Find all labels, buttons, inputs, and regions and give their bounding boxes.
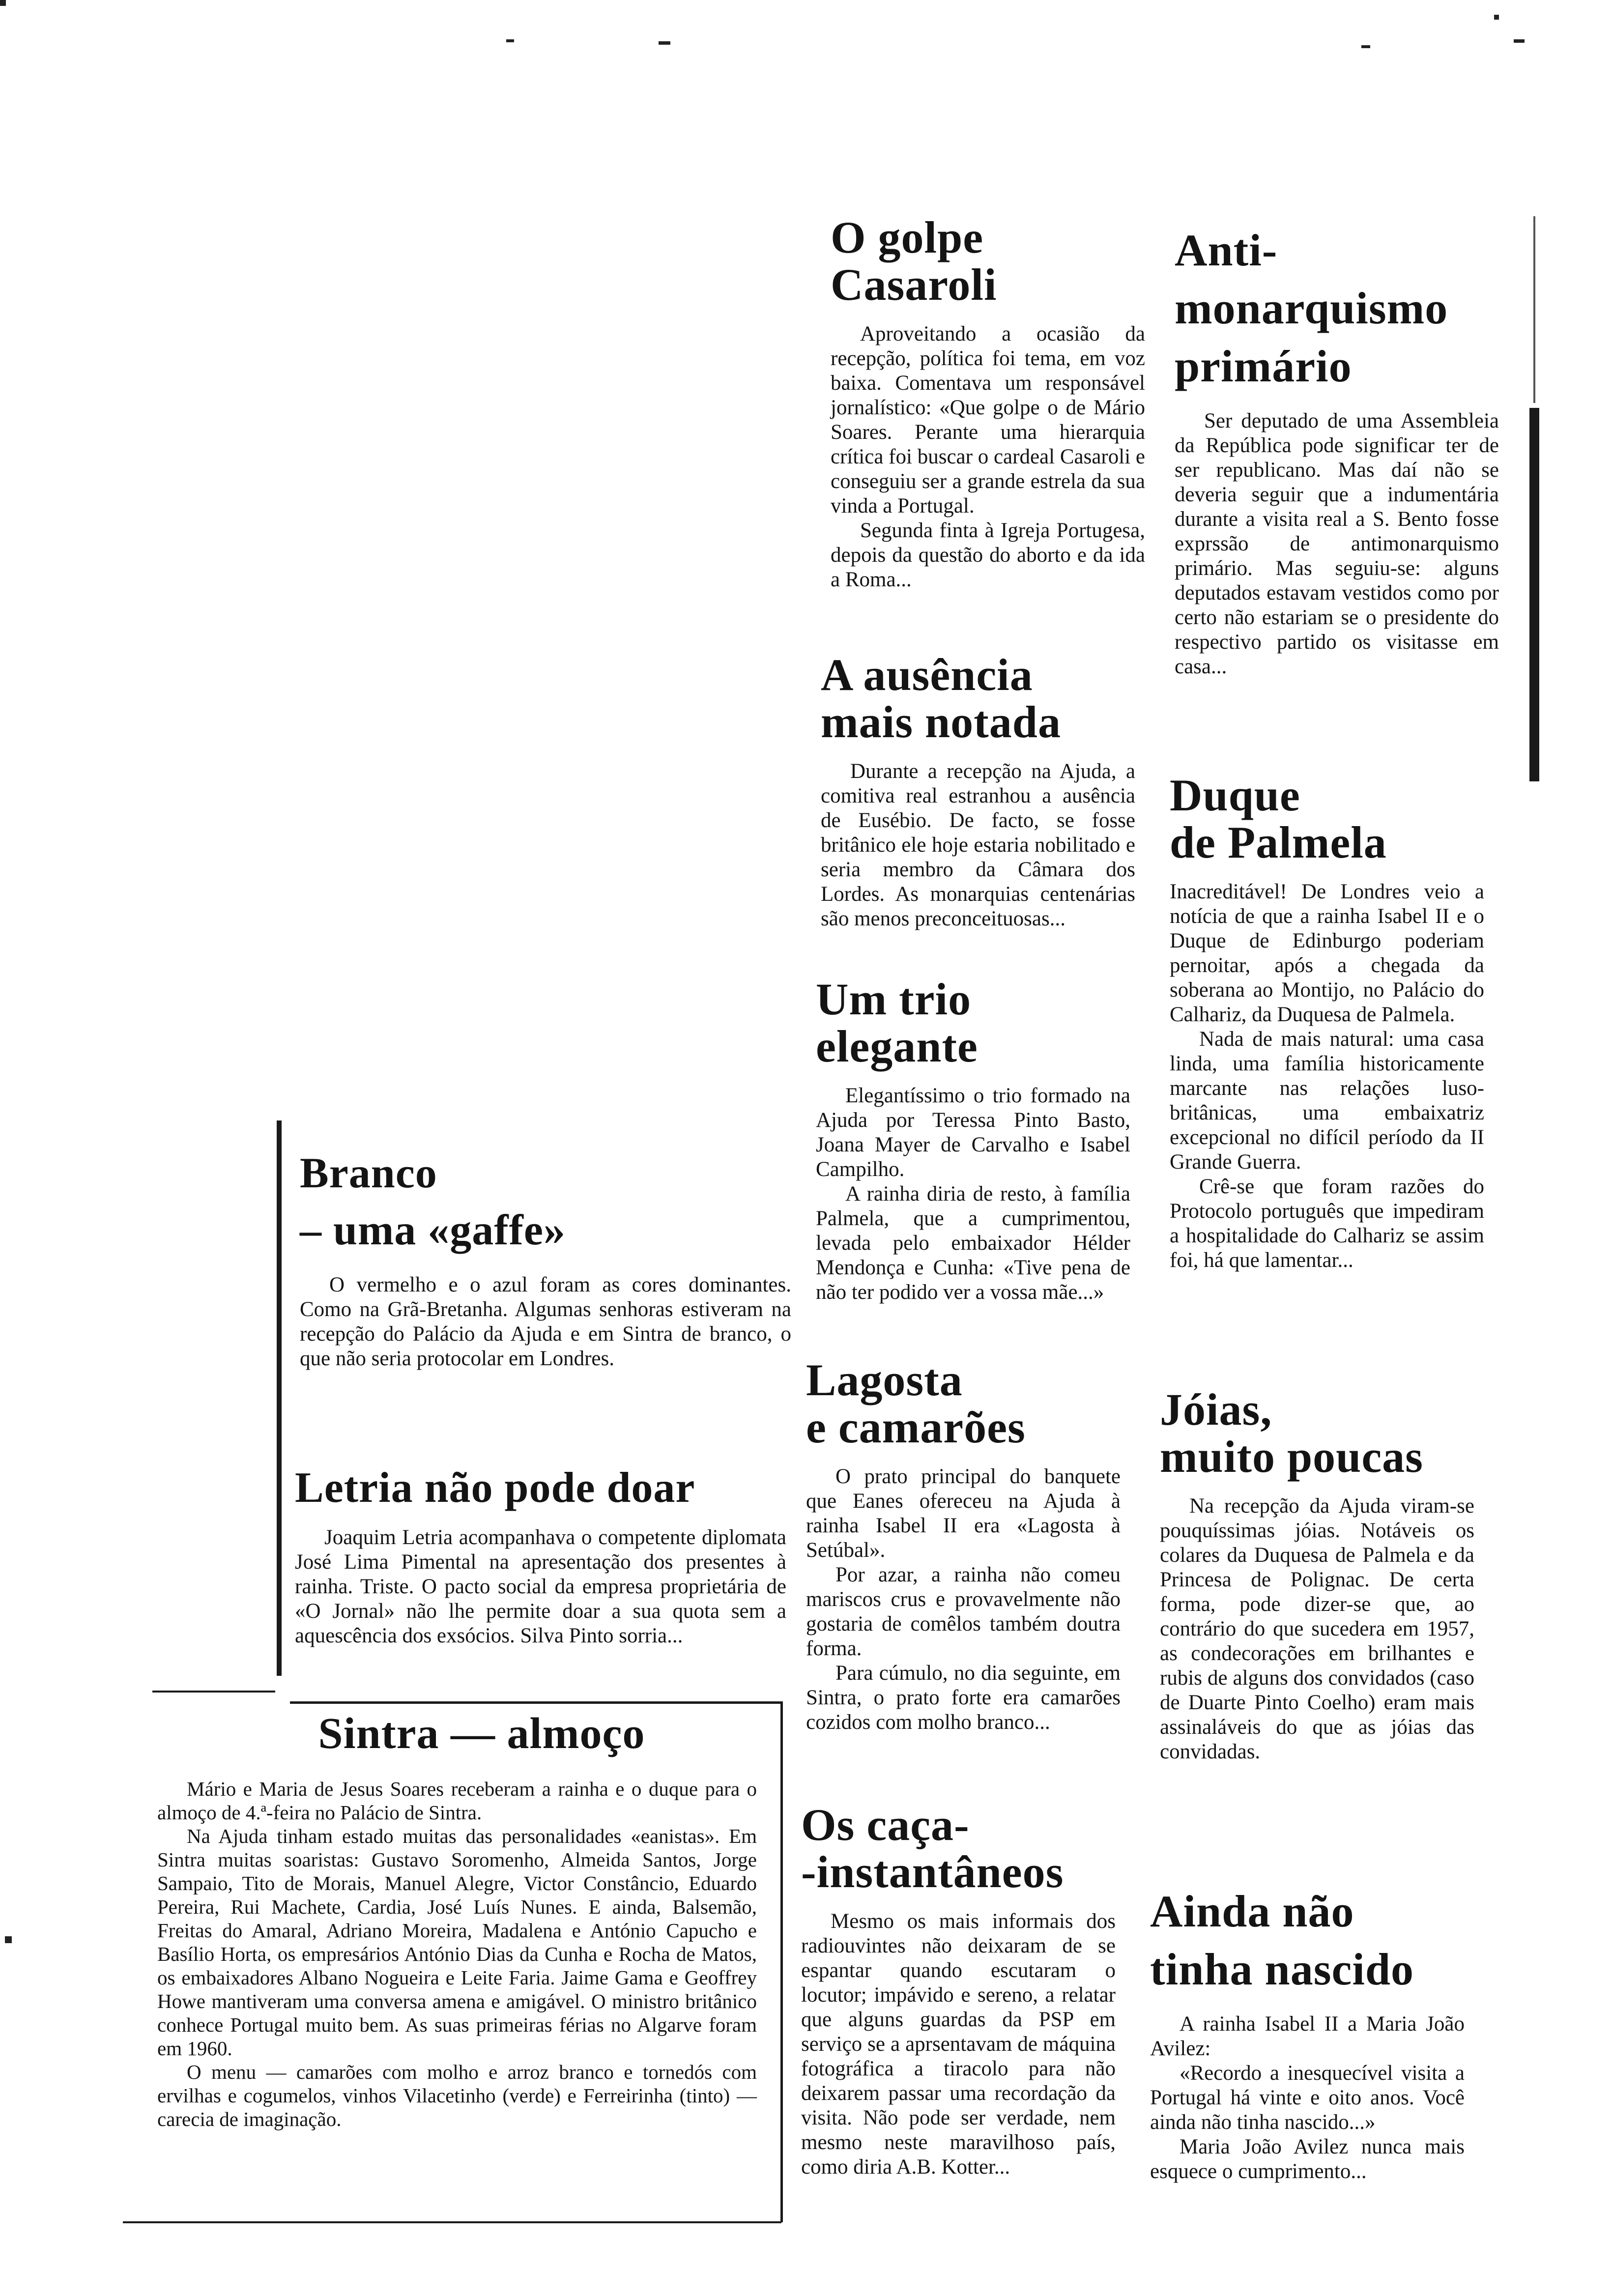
article-body: [295, 1525, 786, 1648]
article-lagosta: [806, 1356, 1121, 1735]
article-body: [806, 1464, 1121, 1735]
article-body: [300, 1273, 791, 1371]
article-body: [1170, 880, 1484, 1273]
paragraph: Inacreditável! De Londres veio a notícia de que a rainha Isabel II e o Duque de Edinburgo poderiam pernoitar, após a chegada da soberana ao Montijo, no Palácio do Calhariz, da Duquesa de Palmela.: [1170, 880, 1484, 1026]
article-body: [821, 759, 1135, 931]
article-ainda-nao-tinha-nascido: [1150, 1882, 1465, 2184]
article-casaroli: [831, 214, 1145, 592]
scan-mark: [659, 41, 670, 45]
paragraph: Na Ajuda tinham estado muitas das personalidades «eanistas». Em Sintra muitas soaristas: Gustavo Soromenho, Almeida Santos, Jorge Sampaio, Tito de Morais, Manuel Alegre, Victor Constâncio, Eduardo Pereira, Rui Machete, Cardia, José Luís Nunes. E ainda, Balsemão, Freitas do Amaral, Adriano Moreira, Madalena e António Capucho e Basílio Horta, os empresários António Dias da Cunha e Rocha de Matos, os embaixadores Albano Nogueira e Leite Faria. Jaime Gama e Geoffrey Howe mantiveram uma conversa amena e amigável. O ministro britânico conhece Portugal muito bem. As suas primeiras férias no Algarve foram em 1960.: [157, 1825, 757, 2060]
article-letria: [295, 1464, 786, 1648]
paragraph: Joaquim Letria acompanhava o competente diplomata José Lima Pimental na apresentação dos presentes à rainha. Triste. O pacto social da empresa proprietária de «O Jornal» não lhe permite doar a sua quota sem a aquescência dos exsócios. Silva Pinto sorria...: [295, 1526, 786, 1647]
column-rule: [1529, 408, 1539, 781]
article-title: Sintra — almoço: [318, 1709, 645, 1758]
box-rule-right: [780, 1701, 783, 2222]
article-title: O golpe Casaroli: [831, 212, 997, 310]
column-rule: [277, 1120, 282, 1676]
box-rule-top: [290, 1701, 781, 1704]
box-rule-top: [152, 1691, 275, 1693]
paragraph: Para cúmulo, no dia seguinte, em Sintra, o prato forte era camarões cozidos com molho branco...: [806, 1662, 1121, 1734]
paragraph: O menu — camarões com molho e arroz branco e tornedós com ervilhas e cogumelos, vinhos Vilacetinho (verde) e Ferreirinha (tinto) — carecia de imaginação.: [157, 2061, 757, 2130]
article-title: Lagosta e camarões: [806, 1355, 1026, 1452]
article-joias: [1160, 1386, 1474, 1764]
paragraph: A rainha diria de resto, à família Palmela, que a cumprimentou, levada pelo embaixador Hélder Mendonça e Cunha: «Tive pena de não ter podido ver a vossa mãe...»: [816, 1182, 1130, 1304]
article-body: [801, 1909, 1116, 2180]
paragraph: Segunda finta à Igreja Portugesa, depois da questão do aborto e da ida a Roma...: [831, 519, 1145, 591]
paragraph: Por azar, a rainha não comeu mariscos crus e provavelmente não gostaria de comêlos também doutra forma.: [806, 1563, 1121, 1660]
article-body: [816, 1084, 1130, 1305]
paragraph: Durante a recepção na Ajuda, a comitiva real estranhou a ausência de Eusébio. De facto, se fosse britânico ele hoje estaria nobilitado e seria membro da Câmara dos Lordes. As monarquias centenárias são menos preconceituosas...: [821, 760, 1135, 930]
article-title: Ainda não tinha nascido: [1150, 1886, 1414, 1994]
article-title: Anti- monarquismo primário: [1175, 225, 1448, 391]
scan-mark: [0, 0, 6, 6]
article-title: Letria não pode doar: [295, 1464, 695, 1512]
article-body: [1175, 409, 1499, 679]
paragraph: Maria João Avilez nunca mais esquece o cumprimento...: [1150, 2135, 1465, 2183]
article-title: Um trio elegante: [816, 974, 978, 1071]
paragraph: Aproveitando a ocasião da recepção, política foi tema, em voz baixa. Comentava um responsável jornalístico: «Que golpe o de Mário Soares. Perante uma hierarquia crítica foi buscar o cardeal Casaroli e conseguiu ser a grande estrela da sua vinda a Portugal.: [831, 322, 1145, 517]
paragraph: Nada de mais natural: uma casa linda, uma família historicamente marcante nas relações luso-britânicas, uma embaixatriz excepcional no difícil período da II Grande Guerra.: [1170, 1028, 1484, 1174]
paragraph: «Recordo a inesquecível visita a Portugal há vinte e oito anos. Você ainda não tinha nascido...»: [1150, 2062, 1465, 2134]
scan-mark: [5, 1936, 12, 1943]
scan-mark: [1361, 45, 1370, 48]
article-body: [157, 1777, 757, 2131]
paragraph: A rainha Isabel II a Maria João Avilez:: [1150, 2012, 1465, 2060]
paragraph: Mário e Maria de Jesus Soares receberam a rainha e o duque para o almoço de 4.ª-feira no Palácio de Sintra.: [157, 1778, 757, 1824]
column-rule: [1533, 216, 1535, 403]
paragraph: Crê-se que foram razões do Protocolo português que impediram a hospitalidade do Calhariz se assim foi, há que lamentar...: [1170, 1175, 1484, 1272]
article-body: [831, 322, 1145, 592]
article-ausencia: [821, 651, 1135, 931]
article-trio: [816, 976, 1130, 1305]
article-title: Os caça- -instantâneos: [801, 1800, 1064, 1897]
article-duque-de-palmela: [1170, 772, 1484, 1273]
paragraph: O prato principal do banquete que Eanes ofereceu na Ajuda à rainha Isabel II era «Lagosta à Setúbal».: [806, 1465, 1121, 1562]
box-rule-bottom: [123, 2221, 781, 2223]
article-sintra-almoco: [157, 1710, 757, 2131]
paragraph: Elegantíssimo o trio formado na Ajuda por Teressa Pinto Basto, Joana Mayer de Carvalho e Isabel Campilho.: [816, 1084, 1130, 1181]
article-body: [1160, 1494, 1474, 1764]
paragraph: O vermelho e o azul foram as cores dominantes. Como na Grã-Bretanha. Algumas senhoras estiveram na recepção do Palácio da Ajuda e em Sintra de branco, o que não seria protocolar em Londres.: [300, 1273, 791, 1370]
paragraph: Mesmo os mais informais dos radiouvintes não deixaram de se espantar quando escutaram o locutor; impávido e sereno, a relatar que alguns guardas da PSP em serviço se a aprsentavam de máquina fotográfica a tiracolo para não deixarem passar uma recordação da visita. Não pode ser verdade, nem mesmo neste maravilhoso país, como diria A.B. Kotter...: [801, 1910, 1116, 2179]
scan-mark: [1494, 15, 1499, 20]
scan-mark: [1514, 39, 1525, 43]
article-title: Jóias, muito poucas: [1160, 1384, 1423, 1482]
paragraph: Na recepção da Ajuda viram-se pouquíssimas jóias. Notáveis os colares da Duquesa de Palmela e da Princesa de Polignac. De certa forma, pode dizer-se que, ao contrário do que sucedera em 1957, as condecorações em brilhantes e rubis de alguns dos convidados (caso de Duarte Pinto Coelho) eram mais assinaláveis do que as jóias das convidadas.: [1160, 1494, 1474, 1763]
article-title: A ausência mais notada: [821, 650, 1061, 747]
article-title: Duque de Palmela: [1170, 770, 1387, 867]
article-branco: [300, 1145, 791, 1371]
article-anti-monarquismo: [1175, 221, 1499, 679]
scan-mark: [506, 39, 514, 42]
article-title: Branco – uma «gaffe»: [300, 1149, 566, 1254]
article-caca-instantaneos: [801, 1801, 1116, 2180]
paragraph: Ser deputado de uma Assembleia da República pode significar ter de ser republicano. Mas daí não se deveria seguir que a indumentária durante a visita real a S. Bento fosse exprssão de antimonarquismo primário. Mas seguiu-se: alguns deputados estavam vestidos como por certo não estariam se o presidente do respectivo partido os visitasse em casa...: [1175, 409, 1499, 678]
article-body: [1150, 2012, 1465, 2184]
